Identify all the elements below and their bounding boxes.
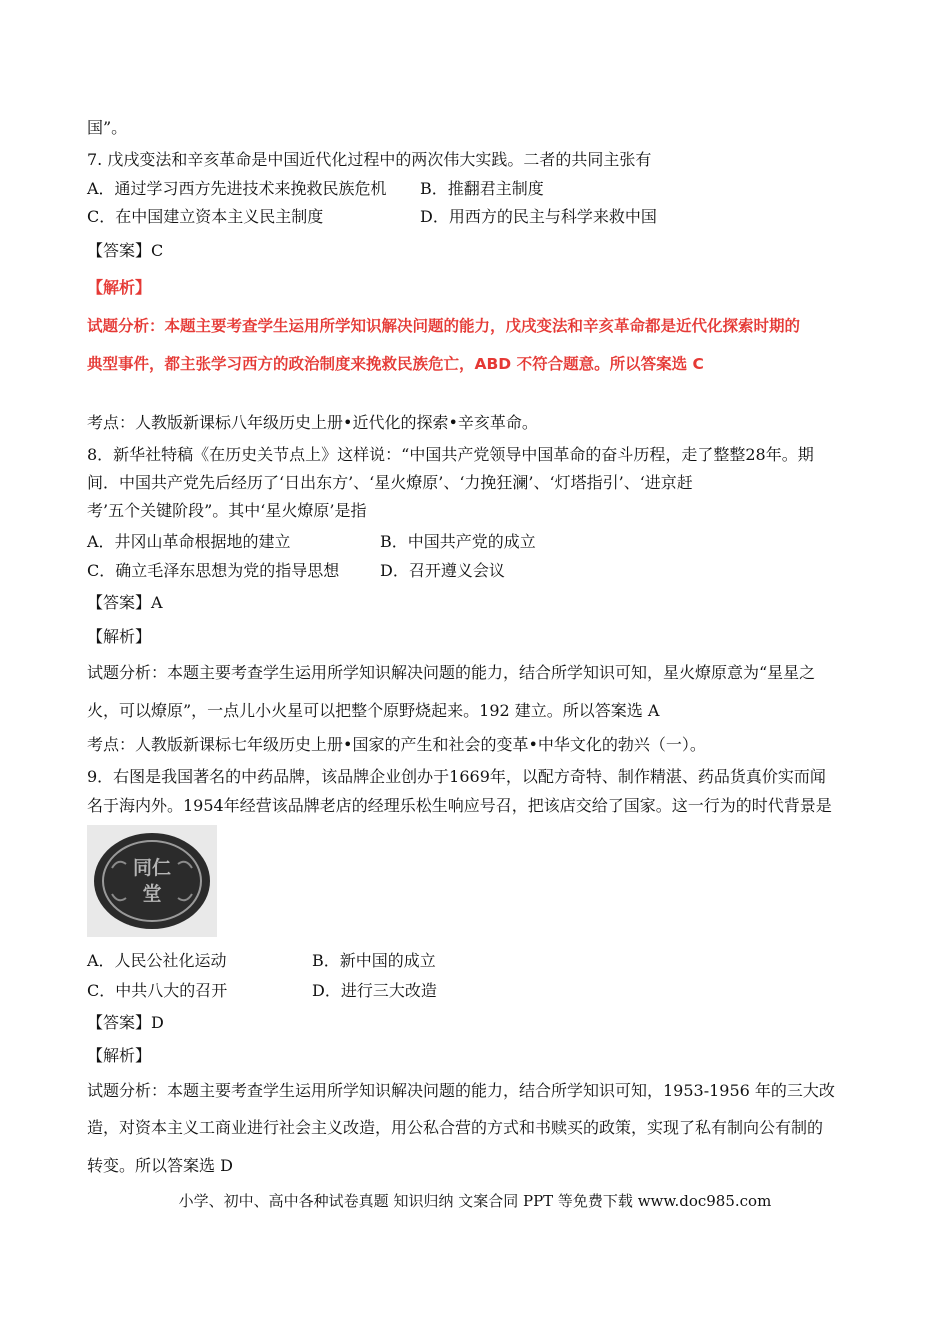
question-7-stem: 7. 戊戌变法和辛亥革命是中国近代化过程中的两次伟大实践。二者的共同主张有 <box>87 150 652 169</box>
q9-option-a: A．人民公社化运动 <box>87 951 227 970</box>
q9-analysis-line-2: 造，对资本主义工商业进行社会主义改造，用公私合营的方式和书赎买的政策，实现了私有制向公有制的 <box>87 1118 824 1137</box>
q7-answer: 【答案】C <box>87 241 164 260</box>
q9-option-d: D．进行三大改造 <box>312 981 437 1000</box>
q7-option-c: C．在中国建立资本主义民主制度 <box>87 207 324 226</box>
q8-option-b: B．中国共产党的成立 <box>380 532 536 551</box>
continued-text: 国”。 <box>87 118 128 137</box>
q7-option-b: B．推翻君主制度 <box>420 179 544 198</box>
tongrentang-seal-icon <box>90 828 214 934</box>
question-8-stem-1: 8．新华社特稿《在历史关节点上》这样说：“中国共产党领导中国革命的奋斗历程，走了整整28年。期 <box>87 445 814 464</box>
q9-analysis-line-3: 转变。所以答案选 D <box>87 1156 233 1175</box>
question-8-stem-3: 考’五个关键阶段”。其中‘星火燎原’是指 <box>87 501 367 520</box>
q8-knowledge-point: 考点：人教版新课标七年级历史上册•国家的产生和社会的变革•中华文化的勃兴（一）。 <box>87 735 706 754</box>
q8-analysis-line-2: 火，可以燎原”，一点儿小火星可以把整个原野烧起来。192 建立。所以答案选 A <box>87 701 660 720</box>
tongrentang-seal-image <box>87 825 217 937</box>
svg-text:同仁: 同仁 <box>132 857 172 879</box>
q8-analysis-heading: 【解析】 <box>87 627 152 646</box>
q7-analysis-heading: 【解析】 <box>87 278 152 297</box>
q8-option-c: C．确立毛泽东思想为党的指导思想 <box>87 561 340 580</box>
q9-answer: 【答案】D <box>87 1013 164 1032</box>
q9-analysis-line-1: 试题分析：本题主要考查学生运用所学知识解决问题的能力，结合所学知识可知，1953-1956 年的三大改 <box>87 1081 835 1100</box>
q9-option-c: C．中共八大的召开 <box>87 981 228 1000</box>
q8-answer: 【答案】A <box>87 593 163 612</box>
q9-analysis-heading: 【解析】 <box>87 1046 152 1065</box>
q8-analysis-line-1: 试题分析：本题主要考查学生运用所学知识解决问题的能力，结合所学知识可知，星火燎原意为“星星之 <box>87 663 816 682</box>
page-footer: 小学、初中、高中各种试卷真题 知识归纳 文案合同 PPT 等免费下载 www.doc985.com <box>178 1192 772 1210</box>
q9-option-b: B．新中国的成立 <box>312 951 436 970</box>
q8-option-d: D．召开遵义会议 <box>380 561 505 580</box>
q7-analysis-line-2: 典型事件，都主张学习西方的政治制度来挽救民族危亡，ABD 不符合题意。所以答案选 C <box>87 355 704 373</box>
q8-option-a: A．井冈山革命根据地的建立 <box>87 532 291 551</box>
question-9-stem-2: 名于海内外。1954年经营该品牌老店的经理乐松生响应号召，把该店交给了国家。这一行为的时代背景是 <box>87 796 832 815</box>
question-8-stem-2: 间．中国共产党先后经历了‘日出东方’、‘星火燎原’、‘力挽狂澜’、‘灯塔指引’、‘进京赶 <box>87 473 693 492</box>
question-9-stem-1: 9．右图是我国著名的中药品牌，该品牌企业创办于1669年，以配方奇特、制作精湛、药品货真价实而闻 <box>87 767 826 786</box>
q7-analysis-line-1: 试题分析：本题主要考查学生运用所学知识解决问题的能力，戊戌变法和辛亥革命都是近代化探索时期的 <box>87 317 801 335</box>
q7-option-d: D．用西方的民主与科学来救中国 <box>420 207 657 226</box>
q7-option-a: A．通过学习西方先进技术来挽救民族危机 <box>87 179 387 198</box>
q7-knowledge-point: 考点：人教版新课标八年级历史上册•近代化的探索•辛亥革命。 <box>87 413 538 432</box>
svg-text:堂: 堂 <box>142 883 162 905</box>
